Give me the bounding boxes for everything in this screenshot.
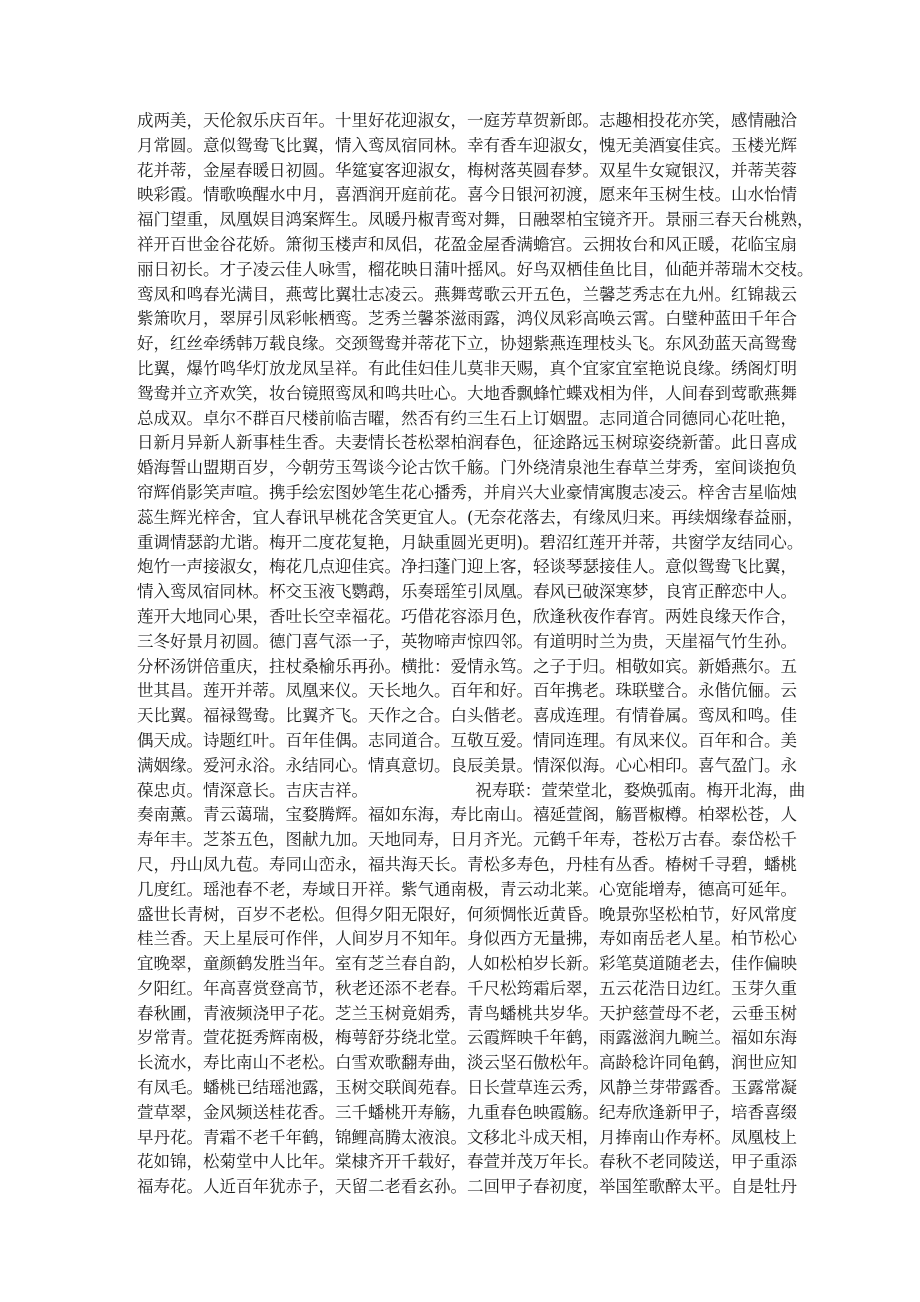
text-line: 蕊生辉光梓舍，宜人春讯早桃花含笑更宜人。(无奈花落去，有缘凤归来。再续烟缘春益丽， — [137, 507, 804, 527]
text-line: 祥开百世金谷花娇。箫彻玉楼声和凤侣，花盈金屋香满蟾宫。云拥妆台和风正暖，花临宝扇 — [137, 234, 797, 254]
text-line: 奏南薰。青云蔼瑞，宝婺腾辉。福如东海，寿比南山。禧延萱阁，觞晋椒樽。柏翠松苍，人 — [137, 805, 797, 825]
text-line: 盛世长青树，百岁不老松。但得夕阳无限好，何须惆怅近黄昏。晚景弥坚松柏节，好风常度 — [137, 904, 797, 924]
text-line: 葆忠贞。情深意长。吉庆吉祥。 祝寿联：萱荣堂北，婺焕弧南。梅开北海，曲 — [137, 780, 806, 800]
text-line: 偶天成。诗题红叶。百年佳偶。志同道合。互敬互爱。情同连理。有凤来仪。百年和合。美 — [137, 730, 797, 750]
text-line: 花如锦，松菊堂中人比年。棠棣齐开千载好，春萱并茂万年长。春秋不老同陵送，甲子重添 — [137, 1152, 797, 1172]
text-line: 福门望重，凤凰娱目鸿案辉生。凤暖丹椒青鸾对舞，日融翠柏宝镜齐开。景丽三春天台桃熟， — [137, 210, 814, 230]
text-line: 寿年丰。芝茶五色，图献九加。天地同寿，日月齐光。元鹤千年寿，苍松万古春。泰岱松千 — [137, 830, 797, 850]
text-line: 日新月异新人新事桂生香。夫妻情长苍松翠柏润春色，征途路远玉树琼姿绕新蕾。此日喜成 — [137, 433, 797, 453]
text-line: 分杯汤饼倍重庆，拄杖桑榆乐再孙。横批：爱情永笃。之子于归。相敬如宾。新婚燕尔。五 — [137, 656, 797, 676]
text-line: 花并蒂，金屋春暖日初圆。华筵宴客迎淑女，梅树落英圆春梦。双星牛女窥银汉，并蒂芙蓉 — [137, 160, 797, 180]
text-line: 世其昌。莲开并蒂。凤凰来仪。天长地久。百年和好。百年携老。珠联璧合。永偕伉俪。云 — [137, 681, 797, 701]
text-line: 鸳鸯并立齐欢笑，妆台镜照鸾凤和鸣共吐心。大地香飘蜂忙蝶戏相为伴，人间春到莺歌燕舞 — [137, 383, 797, 403]
text-line: 成两美，天伦叙乐庆百年。十里好花迎淑女，一庭芳草贺新郎。志趣相投花亦笑，感情融洽 — [137, 111, 797, 130]
document-body — [137, 109, 814, 1200]
text-line: 长流水，寿比南山不老松。白雪欢歌翻寿曲，淡云坚石傲松年。高龄稔许同龟鹤，润世应知 — [137, 1053, 797, 1073]
text-line: 早丹花。青霜不老千年鹤，锦鲤高腾太液浪。文移北斗成天相，月捧南山作寿杯。凤凰枝上 — [137, 1127, 797, 1147]
text-line: 月常圆。意似鸳鸯飞比翼，情入鸾凤宿同林。幸有香车迎淑女，愧无美酒宴佳宾。玉楼光辉 — [137, 135, 797, 155]
text-line: 满姻缘。爱河永浴。永结同心。情真意切。良辰美景。情深似海。心心相印。喜气盈门。永 — [137, 755, 797, 775]
text-line: 好，红丝牵绣韩万载良缘。交颈鸳鸯并蒂花下立，协翅紫燕连理枝头飞。东风劲蓝天高鸳鸯 — [137, 334, 797, 354]
text-line: 紫箫吹月，翠屏引凤彩帐栖鸾。芝秀兰馨茶滋雨露，鸿仪凤彩高唤云霄。白璧种蓝田千年合 — [137, 309, 797, 329]
text-line: 鸾凤和鸣春光满目，燕莺比翼壮志凌云。燕舞莺歌云开五色，兰馨芝秀志在九州。红锦裁云 — [137, 284, 797, 304]
text-line: 萱草翠，金风频送桂花香。三千蟠桃开寿觞，九重春色映霞觞。纪寿欣逢新甲子，培香喜缀 — [137, 1102, 797, 1122]
text-line: 总成双。卓尔不群百尺楼前临吉曜，然否有约三生石上订姻盟。志同道合同德同心花吐艳， — [137, 408, 797, 428]
text-line: 帘辉俏影笑声喧。携手绘宏图妙笔生花心播秀，并肩兴大业豪情寓腹志凌云。梓舍吉星临烛 — [137, 482, 797, 502]
text-line: 有凤毛。蟠桃已结瑶池露，玉树交联阆苑春。日长萱草连云秀，风静兰芽带露香。玉露常凝 — [137, 1078, 797, 1098]
text-line: 莲开大地同心果，香吐长空幸福花。巧借花容添月色，欣逢秋夜作春宵。两姓良缘天作合， — [137, 606, 797, 626]
text-line: 福寿花。人近百年犹赤子，天留二老看玄孙。二回甲子春初度，举国笙歌醉太平。自是牡丹 — [137, 1177, 797, 1197]
text-line: 三冬好景月初圆。德门喜气添一子，英物啼声惊四邻。有道明时兰为贵，天崖福气竹生孙。 — [137, 631, 797, 651]
text-line: 炮竹一声接淑女，梅花几点迎佳宾。净扫蓬门迎上客，轻谈琴瑟接佳人。意似鸳鸯飞比翼， — [137, 557, 797, 577]
text-line: 春秋圃，青液频浇甲子花。芝兰玉树竟娟秀，青鸟蟠桃共岁华。天护慈萱母不老，云垂玉树 — [137, 1003, 797, 1023]
text-line: 宜晚翠，童颜鹤发胜当年。室有芝兰春自韵，人如松柏岁长新。彩笔莫道随老去，佳作偏映 — [137, 954, 797, 974]
text-line: 天比翼。福禄鸳鸯。比翼齐飞。天作之合。白头偕老。喜成连理。有情眷属。鸾凤和鸣。佳 — [137, 706, 797, 726]
text-line: 几度红。瑶池春不老，寿域日开祥。紫气通南极，青云动北莱。心宽能增寿，德高可延年。 — [137, 879, 797, 899]
text-line: 丽日初长。才子凌云佳人咏雪，榴花映日蒲叶摇风。好鸟双栖佳鱼比目，仙葩并蒂瑞木交枝。 — [137, 259, 814, 279]
text-line: 岁常青。萱花挺秀辉南极，梅萼舒芬绕北堂。云霞辉映千年鹤，雨露滋润九畹兰。福如东海 — [137, 1028, 797, 1048]
text-line: 尺，丹山凤九苞。寿同山峦永，福共海天长。青松多寿色，丹桂有丛香。椿树千寻碧，蟠桃 — [137, 854, 797, 874]
text-line: 映彩霞。情歌唤醒水中月，喜酒润开庭前花。喜今日银河初渡，愿来年玉树生枝。山水怡情 — [137, 185, 797, 205]
text-line: 夕阳红。年高喜赏登高节，秋老还添不老春。千尺松筠霜后翠，五云花浩日边红。玉芽久重 — [137, 978, 797, 998]
text-line: 情入鸾凤宿同林。杯交玉液飞鹦鹉，乐奏瑶笙引凤凰。春风已破深寒梦，良宵正醉恋中人。 — [137, 582, 797, 602]
text-line: 比翼，爆竹鸣华灯放龙凤呈祥。有此佳妇佳儿莫非天赐，真个宜家宜室艳说良缘。绣阁灯明 — [137, 358, 797, 378]
text-line: 桂兰香。天上星辰可作伴，人间岁月不知年。身似西方无量拂，寿如南岳老人星。柏节松心 — [137, 929, 797, 949]
text-line: 重调情瑟韵尤谐。梅开二度花复艳，月缺重圆光更明)。碧沼红莲开并蒂，共窗学友结同心。 — [137, 532, 804, 552]
text-line: 婚海誓山盟期百岁，今朝劳玉驾谈今论古饮千觞。门外绕清泉池生春草兰芽秀，室间谈抱负 — [137, 458, 797, 478]
